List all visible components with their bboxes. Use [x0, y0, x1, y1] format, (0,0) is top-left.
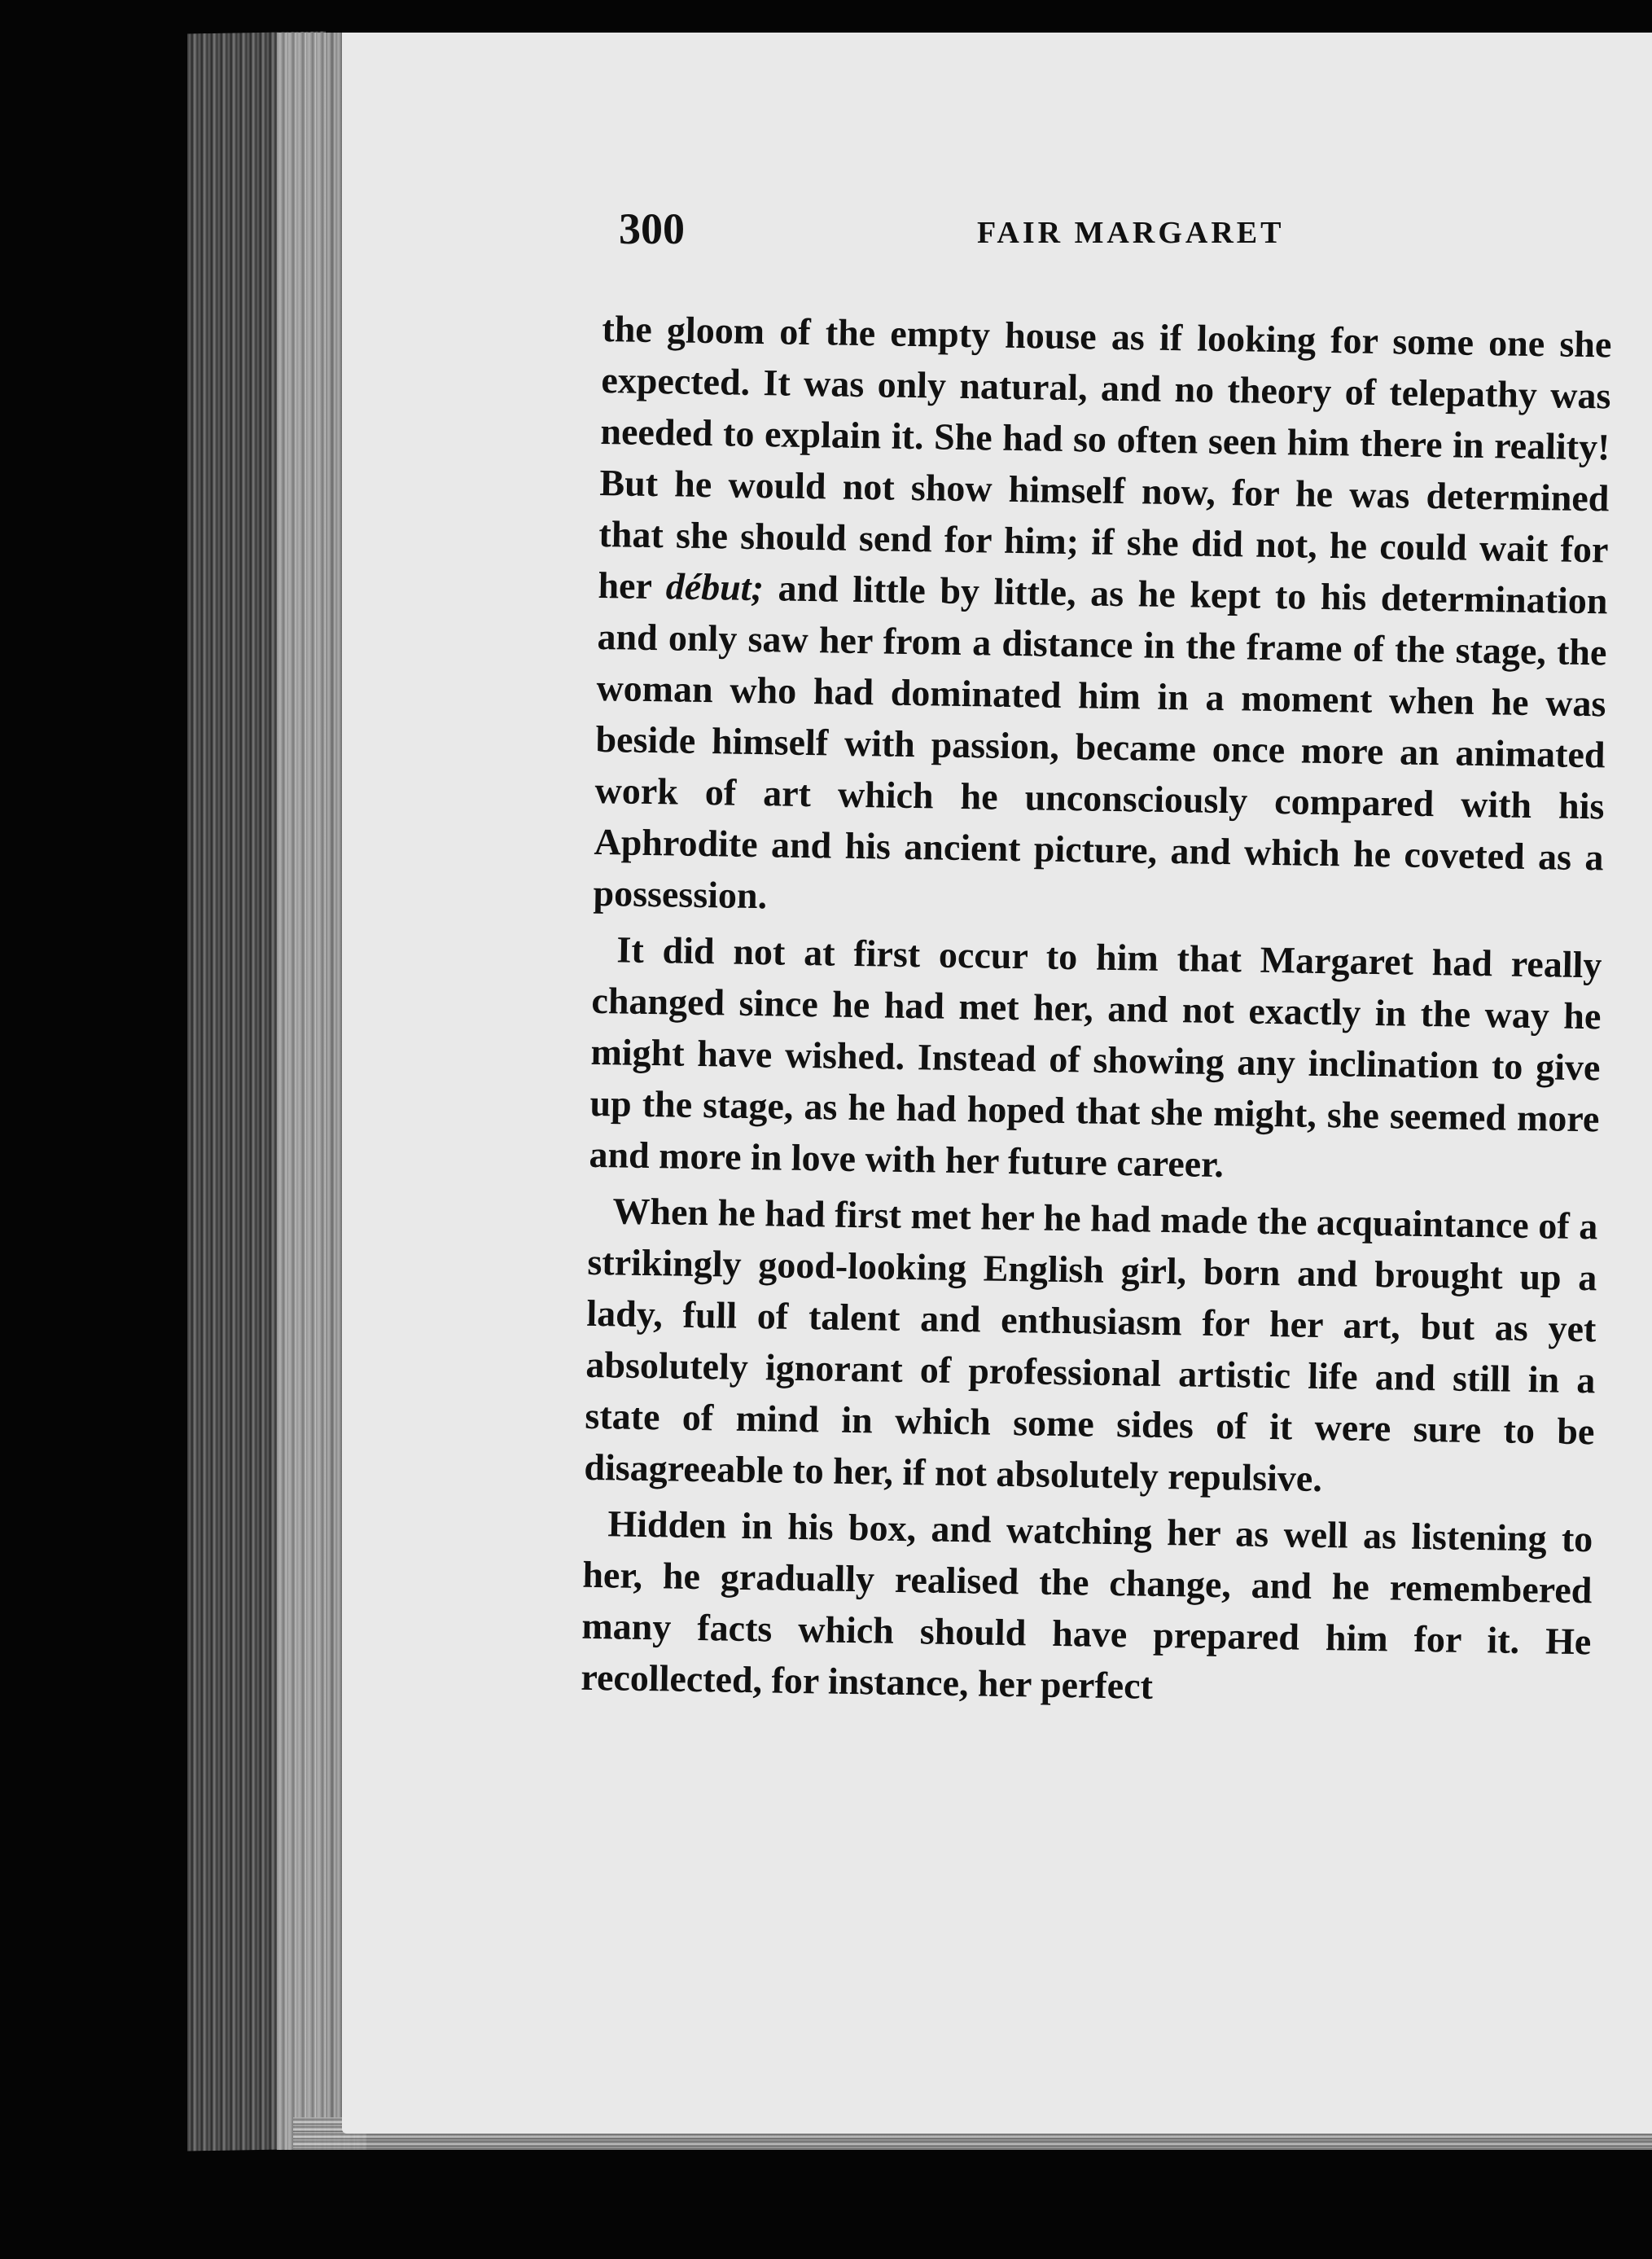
- body-text: [581, 303, 1612, 1718]
- page-number: 300: [619, 204, 685, 253]
- paragraph-2: It did not at first occur to him that Margaret had really changed since he had met her, and not exactly in the way he might have wished. Instead of showing any inclination to give up the stage, as he had hoped that she might, she seemed more and more in love with her future career.: [589, 928, 1602, 1186]
- paragraph-1-italic: début;: [665, 565, 765, 609]
- paragraph-4: Hidden in his box, and watching her as well as listening to her, he gradually realised the change, and he remembered many facts which should have prepared him for it. He recollected, for instance, her perfect: [581, 1502, 1593, 1707]
- paragraph-1: [593, 303, 1612, 934]
- running-title: FAIR MARGARET: [977, 216, 1285, 250]
- paragraph-1-text-end: and little by little, as he kept to his determination and only saw her from a distance in the frame of the stage, the woman who had dominated him in a moment when he was beside himself with passion, became once more an animated work of art which he unconsciously compared with his Aphrodite and his ancient picture, and which he coveted as a possession.: [593, 567, 1608, 917]
- paragraph-3: When he had first met her he had made the acquaintance of a strikingly good-looking English girl, born and brought up a lady, full of talent and enthusiasm for her art, but as yet absolutely ignorant of professional artistic life and still in a state of mind in which some sides of it were sure to be disagreeable to her, if not absolutely repulsive.: [584, 1190, 1598, 1500]
- page-header: [619, 204, 1620, 269]
- paragraph-1-text: the gloom of the empty house as if looking for some one she expected. It was only natural, and no theory of telepathy was needed to explain it. She had so often seen him there in reality! But he would not show himself now, for he was determined that she should send for him; if she did not, he could wait for her: [598, 307, 1612, 608]
